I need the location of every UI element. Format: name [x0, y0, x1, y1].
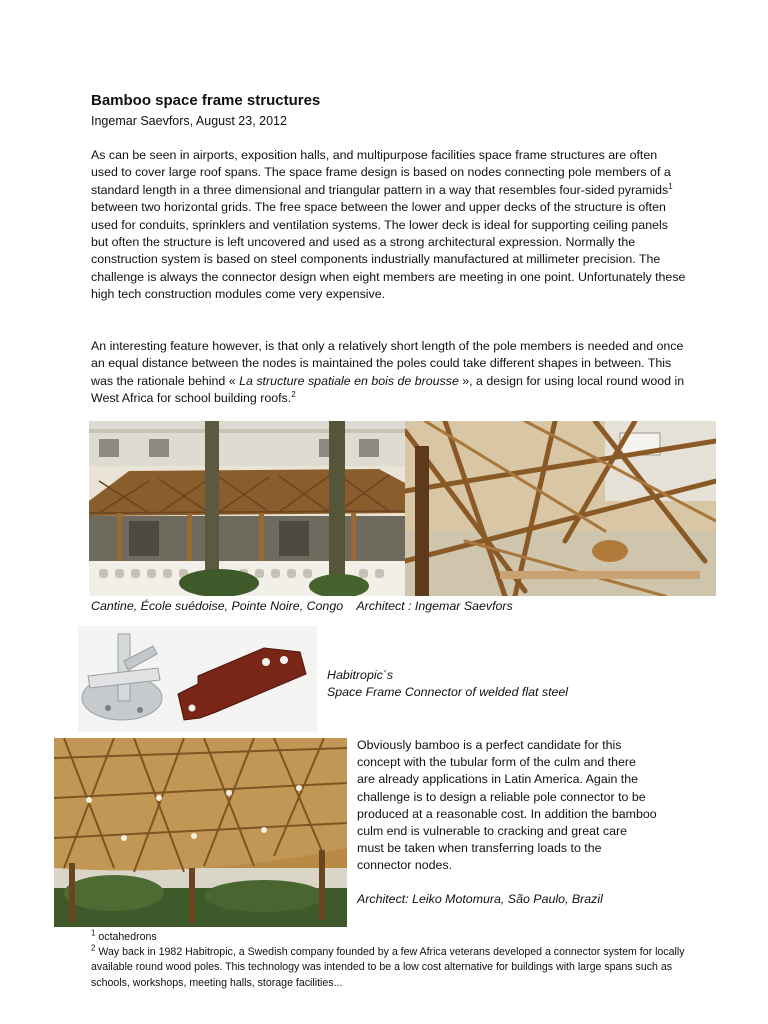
- connector-caption-line2: Space Frame Connector of welded flat steel: [327, 685, 569, 699]
- steel-connector-photo: [78, 626, 317, 732]
- footnote-2-number: 2: [91, 943, 96, 953]
- cantine-caption: Cantine, École suédoise, Pointe Noire, Congo Architect : Ingemar Saevfors: [91, 599, 513, 613]
- cantine-exterior-photo: [89, 421, 405, 596]
- footnote-1-text: octahedrons: [95, 931, 157, 943]
- author-date: Ingemar Saevfors, August 23, 2012: [91, 114, 287, 128]
- connector-caption-line1: Habitropic´s: [327, 668, 394, 682]
- connector-caption: [327, 667, 568, 701]
- footnote-2: [91, 945, 691, 991]
- footnote-1-number: 1: [91, 928, 96, 938]
- intro-paragraph: [91, 147, 686, 304]
- bamboo-roof-photo: [54, 738, 347, 927]
- intro-text-part1: As can be seen in airports, exposition halls, and multipurpose facilities space frame structures are often used to cover large roof spans. The space frame design is based on nodes connecting pole members of a standard length in a three dimensional and triangular pattern in a way that resembles four-sided pyramids: [91, 148, 671, 197]
- document-title: Bamboo space frame structures: [91, 92, 321, 109]
- footnotes: [91, 930, 691, 991]
- bamboo-paragraph: Obviously bamboo is a perfect candidate for this concept with the tubular form of the culm and there are already applications in Latin America. Again the challenge is to design a reliable pole connector to be produced at a reasonable cost. In addition the bamboo culm end is vulnerable to cracking and great care must be taken when transferring loads to the connector nodes.: [357, 738, 657, 873]
- footnote-1: [91, 930, 691, 945]
- rationale-italic-title: La structure spatiale en bois de brousse: [239, 373, 459, 388]
- motomura-caption: Architect: Leiko Motomura, São Paulo, Brazil: [357, 892, 603, 906]
- rationale-text-part2: », a design for using local round wood in West Africa for school building roofs.: [91, 373, 685, 406]
- footnote-ref-1: 1: [668, 181, 673, 191]
- intro-text-part2: between two horizontal grids. The free space between the lower and upper decks of the structure is often used for conduits, sprinklers and ventilation systems. The lower deck is ideal for supporting ceiling panels but often the structure is left uncovered and used as a strong architectural expression. Normally the construction system is based on steel components industrially manufactured at millimeter precision. The challenge is always the connector design when eight members are meeting in one point. Unfortunately these high tech construction modules come very expensive.: [91, 200, 686, 302]
- footnote-ref-2: 2: [291, 390, 296, 400]
- footnote-2-text: Way back in 1982 Habitropic, a Swedish company founded by a few Africa veterans developed a connector system for locally available round wood poles. This technology was intended to be a low cost alternative for buildings with large spans such as schools, workshops, meeting halls, storage facilities...: [91, 946, 685, 989]
- roof-structure-interior-photo: [405, 421, 716, 596]
- rationale-paragraph: [91, 338, 686, 408]
- rationale-text-part1: An interesting feature however, is that only a relatively short length of the pole members is needed and once an equal distance between the nodes is maintained the poles could take different shapes in between. This was the rationale behind «: [91, 339, 684, 388]
